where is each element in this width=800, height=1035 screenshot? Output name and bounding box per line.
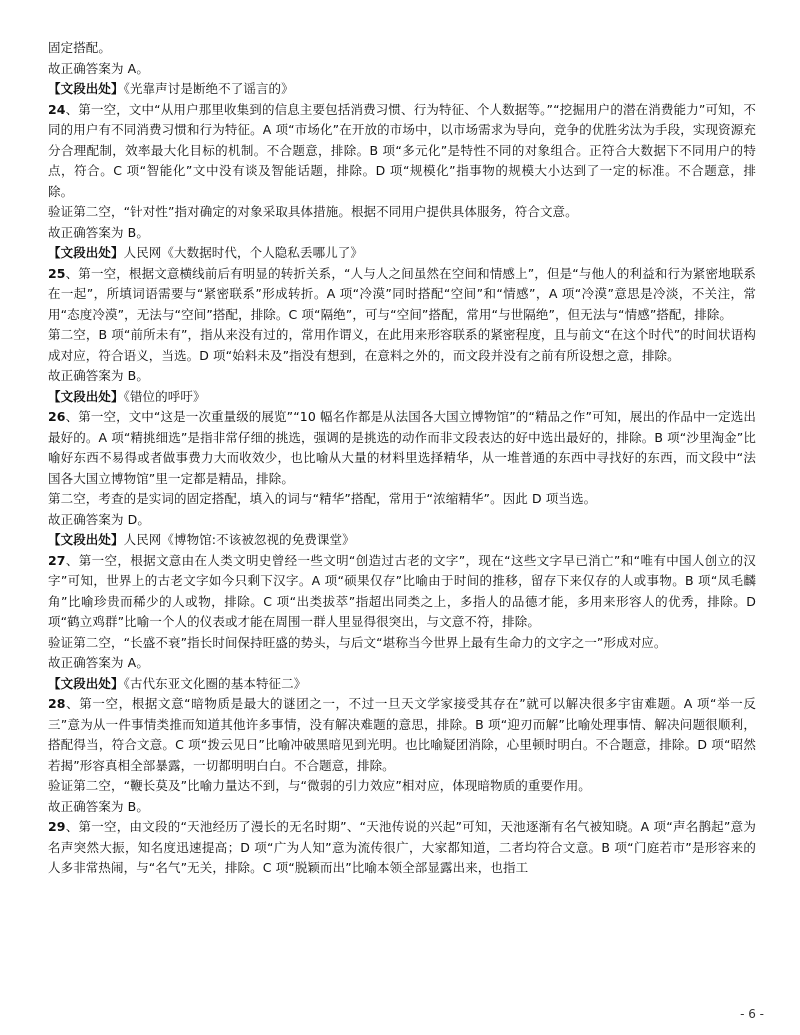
source-citation	[48, 530, 756, 551]
source-citation	[48, 387, 756, 408]
page-number: - 6 -	[740, 1007, 764, 1021]
question-explanation	[48, 100, 756, 203]
text-paragraph: 故正确答案为 B。	[48, 368, 149, 383]
text-paragraph: 验证第二空，“长盛不衰”指长时间保持旺盛的势头，与后文“堪称当今世界上最有生命力的文字之一”形成对应。	[48, 634, 667, 650]
question-number: 29	[48, 819, 66, 834]
text-paragraph: 故正确答案为 B。	[48, 224, 149, 240]
explanation-text: 、第一空，文中“这是一次重量级的展览”“10 幅名作都是从法国各大国立博物馆”的“精品之作”可知，展出的作品中一定选出最好的。A 项“精挑细选”是指非常仔细的挑选，强调的是挑选的动作而非文段表达的好中选出最好的，排除。B 项“沙里淘金”比喻好东西不易得或者做事费力大而收效少，也比喻从大量的材料里选择精华，从一堆普通的东西中寻找好的东西，而文段中“法国各大国立博物馆”里一定都是精品，排除。	[48, 409, 756, 486]
explanation-text: 、第一空，根据文意横线前后有明显的转折关系，“人与人之间虽然在空间和情感上”，但是“与他人的利益和行为紧密地联系在一起”，所填词语需要与“紧密联系”形成转折。A 项“冷漠”同时搭配“空间”和“情感”，A 项“冷漠”意思是冷淡，不关注，常用“态度冷漠”，无法与“空间”搭配，排除。C 项“隔绝”，可与“空间”搭配，常用“与世隔绝”，但无法与“情感”搭配，排除。	[48, 265, 756, 322]
source-citation	[48, 79, 756, 100]
source-label: 【文段出处】	[48, 245, 124, 260]
question-number: 27	[48, 552, 66, 568]
text-paragraph: 故正确答案为 A。	[48, 60, 149, 76]
explanation-text: 、第一空，由文段的“天池经历了漫长的无名时期”、“天池传说的兴起”可知，天池逐渐有名气被知晓。A 项“声名鹊起”意为名声突然大振，知名度迅速提高；D 项“广为人知”意为流传很广，大家都知道，二者均符合文意。B 项“门庭若市”是形容来的人多非常热闹，与“名气”无关，排除。C 项“脱颖而出”比喻本领全部显露出来，也指工	[48, 819, 756, 875]
explanation-text: 、第一空，文中“从用户那里收集到的信息主要包括消费习惯、行为特征、个人数据等。”“挖掘用户的潜在消费能力”可知，不同的用户有不同消费习惯和行为特征。A 项“市场化”在开放的市场中，以市场需求为导向，竞争的优胜劣汰为手段，实现资源充分合理配制，效率最大化目标的机制。不合题意，排除。B 项“多元化”是特性不同的对象组合。正符合大数据下不同用户的特点，符合。C 项“智能化”文中没有谈及智能话题，排除。D 项“规模化”指事物的规模大小达到了一定的标准。不合题意，排除。	[48, 101, 756, 199]
question-explanation	[48, 551, 756, 633]
source-title: 《古代东亚文化圈的基本特征二》	[123, 675, 307, 691]
source-citation	[48, 674, 756, 695]
question-explanation	[48, 694, 756, 776]
question-number: 24	[48, 101, 66, 117]
source-label: 【文段出处】	[48, 81, 124, 96]
text-paragraph: 故正确答案为 B。	[48, 798, 149, 814]
text-paragraph: 第二空，B 项“前所未有”，指从来没有过的，常用作谓义，在此用来形容联系的紧密程度，且与前文“在这个时代”的时间状语构成对应，符合语义，当选。D 项“始料未及”指没有想到，在意料之外的，而文段并没有之前有所设想之意，排除。	[48, 327, 756, 363]
source-label: 【文段出处】	[48, 532, 124, 547]
text-paragraph: 第二空，考查的是实词的固定搭配，填入的词与“精华”搭配，常用于“浓缩精华”。因此 D 项当选。	[48, 491, 597, 506]
question-explanation	[48, 817, 756, 879]
source-citation	[48, 243, 756, 264]
source-label: 【文段出处】	[48, 388, 124, 404]
source-title: 《光靠声讨是断绝不了谣言的》	[123, 81, 294, 96]
text-paragraph: 验证第二空，“针对性”指对确定的对象采取具体措施。根据不同用户提供具体服务，符合文意。	[48, 204, 578, 219]
source-title: 人民网《大数据时代，个人隐私丢哪儿了》	[123, 245, 364, 260]
explanation-text: 、第一空，根据文意由在人类文明史曾经一些文明“创造过古老的文字”，现在“这些文字早已消亡”和“唯有中国人创立的汉字”可知，世界上的古老文字如今只剩下汉字。A 项“硕果仅存”比喻由于时间的推移，留存下来仅存的人或事物。B 项“凤毛麟角”比喻珍贵而稀少的人或物，排除。C 项“出类拔萃”指超出同类之上，多指人的品德才能，多用来形容人的优秀，排除。D 项“鹤立鸡群”比喻一个人的仪表或才能在周围一群人里显得很突出，与文意不符，排除。	[48, 552, 756, 629]
source-label: 【文段出处】	[48, 675, 124, 691]
explanation-text: 、第一空，根据文意“暗物质是最大的谜团之一，不过一旦天文学家接受其存在”就可以解决很多宇宙难题。A 项“举一反三”意为从一件事情类推而知道其他许多事情，没有解决难题的意思，排除。B 项“迎刃而解”比喻处理事情、解决问题很顺利，搭配得当，符合文意。C 项“拨云见日”比喻冲破黑暗见到光明。也比喻疑团消除，心里顿时明白。不合题意，排除。D 项“昭然若揭”形容真相全部暴露，一切都明明白白。不合题意，排除。	[48, 696, 756, 773]
text-paragraph: 验证第二空，“鞭长莫及”比喻力量达不到，与“微弱的引力效应”相对应，体现暗物质的重要作用。	[48, 778, 591, 793]
question-number: 28	[48, 696, 66, 711]
question-explanation	[48, 264, 756, 326]
question-number: 25	[48, 265, 66, 281]
text-paragraph: 固定搭配。	[48, 40, 112, 55]
text-paragraph: 故正确答案为 A。	[48, 655, 149, 670]
source-title: 人民网《博物馆:不该被忽视的免费课堂》	[123, 532, 355, 547]
question-number: 26	[48, 409, 66, 424]
question-explanation	[48, 407, 756, 489]
source-title: 《错位的呼吁》	[123, 388, 206, 404]
document-body	[48, 38, 756, 879]
text-paragraph: 故正确答案为 D。	[48, 511, 150, 527]
